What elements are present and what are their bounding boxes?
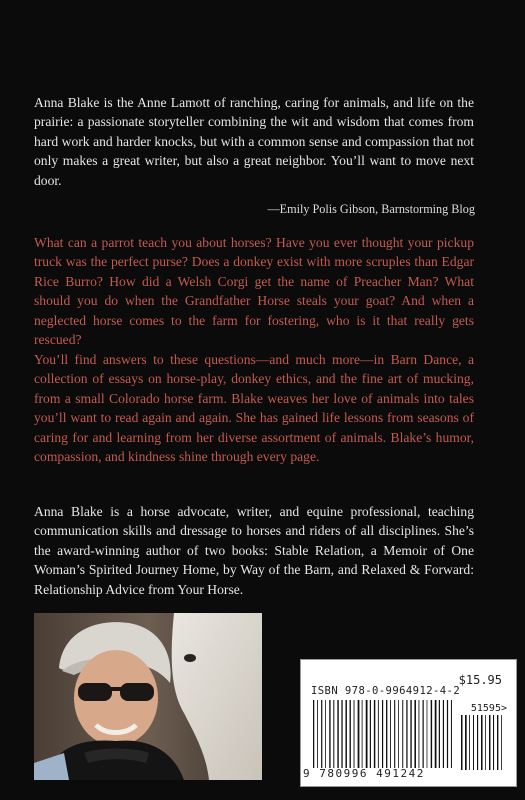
teaser-questions: What can a parrot teach you about horses? Have you ever thought your pickup truck was the perfect purse? Does a donkey exist with more scruples than Edgar Rice Burro? How did a Welsh Corgi get the name of Preacher Man? What should you do when the Grandfather Horse steals your goat? And when a neglected horse comes to the farm for fostering, who is it that really gets rescued? bbox=[34, 235, 474, 348]
endorsement-quote: Anna Blake is the Anne Lamott of ranching, caring for animals, and life on the prairie: a passionate storyteller combining the wit and wisdom that comes from hard work and harder knocks, but with a common sense and compassion that not only makes a great writer, but also a great neighbor. You’ll want to move next door. bbox=[34, 95, 474, 188]
author-with-horse-illustration bbox=[34, 613, 262, 780]
barcode-digits: 9 780996 491242 bbox=[303, 767, 425, 780]
author-bio: Anna Blake is a horse advocate, writer, and equine professional, teaching communication skills and dressage to horses and riders of all disciplines. She’s the award-winning author of two books: Stable Relation, a Memoir of One Woman’s Spirited Journey Home, by Way of the Barn, and Relaxed & Forward: Relationship Advice from Your Horse. bbox=[34, 504, 474, 597]
barcode-bars-main bbox=[313, 700, 455, 768]
author-photo bbox=[34, 613, 262, 780]
isbn-barcode bbox=[300, 659, 517, 787]
price-code: 51595> bbox=[470, 703, 507, 714]
barcode-bars-supplement bbox=[461, 715, 505, 770]
endorsement-attribution: —Emily Polis Gibson, Barnstorming Blog bbox=[267, 202, 475, 216]
price-label: $15.95 bbox=[458, 673, 502, 687]
isbn-label: ISBN 978-0-9964912-4-2 bbox=[311, 685, 461, 697]
book-description: You’ll find answers to these questions—and much more—in Barn Dance, a collection of essays on horse-play, donkey ethics, and the fine art of mucking, from a small Colorado horse farm. Blake weaves her love of animals into tales you’ll want to read again and again. She has gained life lessons from seasons of caring for and learning from her diverse assortment of animals. Blake’s humor, compassion, and kindness shine through every page. bbox=[34, 352, 474, 465]
